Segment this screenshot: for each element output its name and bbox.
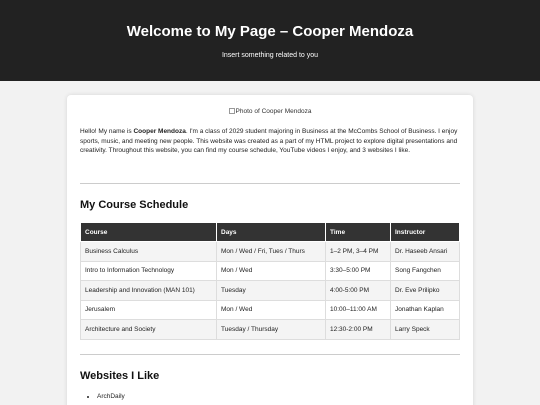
course-schedule-table bbox=[80, 222, 460, 340]
profile-photo-alt: Photo of Cooper Mendoza bbox=[235, 108, 312, 115]
profile-photo bbox=[67, 108, 473, 116]
intro-name: Cooper Mendoza bbox=[133, 128, 186, 135]
table-row bbox=[81, 300, 460, 320]
schedule-heading: My Course Schedule bbox=[80, 199, 189, 211]
cell-time: 4:00-5:00 PM bbox=[326, 281, 391, 301]
list-item[interactable]: • ArchDaily bbox=[97, 392, 125, 402]
table-row bbox=[81, 320, 460, 340]
cell-course: Leadership and Innovation (MAN 101) bbox=[81, 281, 217, 301]
cell-time: 10:00–11:00 AM bbox=[326, 300, 391, 320]
intro-text-start: Hello! My name is bbox=[80, 128, 134, 135]
page-title: Welcome to My Page – Cooper Mendoza bbox=[126, 23, 414, 40]
cell-instructor: Larry Speck bbox=[391, 320, 460, 340]
cell-course: Architecture and Society bbox=[81, 320, 217, 340]
column-header-time: Time bbox=[326, 223, 391, 242]
table-row bbox=[81, 242, 460, 262]
cell-days: Mon / Wed bbox=[217, 300, 326, 320]
content-card bbox=[67, 95, 473, 405]
cell-course: Intro to Information Technology bbox=[81, 261, 217, 281]
divider bbox=[80, 354, 460, 355]
broken-image-icon bbox=[229, 108, 235, 114]
cell-days: Tuesday bbox=[217, 281, 326, 301]
cell-instructor: Song Fangchen bbox=[391, 261, 460, 281]
table-header-row bbox=[81, 223, 460, 242]
column-header-days: Days bbox=[217, 223, 326, 242]
cell-instructor: Dr. Eve Prilipko bbox=[391, 281, 460, 301]
cell-time: 3:30–5:00 PM bbox=[326, 261, 391, 281]
page-subtitle: Insert something related to you bbox=[221, 52, 319, 59]
cell-days: Mon / Wed / Fri, Tues / Thurs bbox=[217, 242, 326, 262]
cell-time: 12:30-2:00 PM bbox=[326, 320, 391, 340]
cell-days: Mon / Wed bbox=[217, 261, 326, 281]
websites-list bbox=[97, 392, 125, 402]
websites-heading: Websites I Like bbox=[80, 370, 160, 382]
cell-days: Tuesday / Thursday bbox=[217, 320, 326, 340]
page-header bbox=[0, 0, 540, 81]
intro-paragraph bbox=[80, 127, 462, 156]
column-header-instructor: Instructor bbox=[391, 223, 460, 242]
cell-time: 1–2 PM, 3–4 PM bbox=[326, 242, 391, 262]
column-header-course: Course bbox=[81, 223, 217, 242]
cell-instructor: Dr. Haseeb Ansari bbox=[391, 242, 460, 262]
cell-course: Jerusalem bbox=[81, 300, 217, 320]
cell-instructor: Jonathan Kaplan bbox=[391, 300, 460, 320]
divider bbox=[80, 183, 460, 184]
intro-text-rest: . I'm a class of 2029 student majoring in Business at the McCombs School of Business. I enjoy sports, music, and meeting new people. This website was created as a part of my HTML project to explore digital presentations and creativity. Throughout this website, you can find my course schedule, YouTube videos I enjoy, and 3 websites I like. bbox=[80, 128, 458, 154]
cell-course: Business Calculus bbox=[81, 242, 217, 262]
table-row bbox=[81, 261, 460, 281]
table-row bbox=[81, 281, 460, 301]
